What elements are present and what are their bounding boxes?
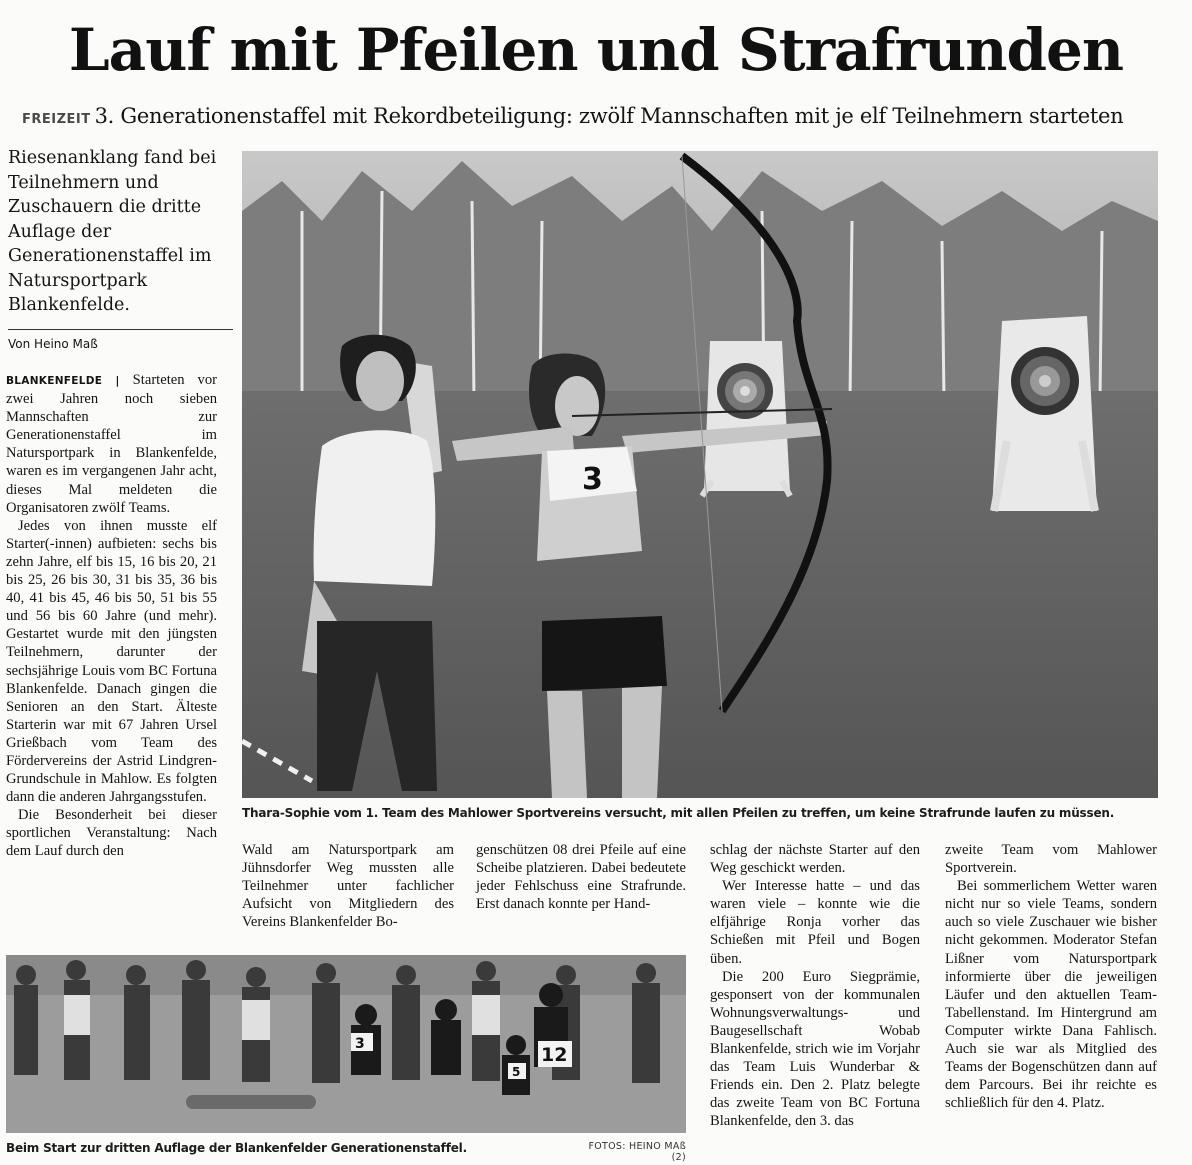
body-paragraph: zweite Team vom Mahlower Sportverein.: [945, 842, 1157, 877]
dateline: BLANKENFELDE |: [6, 375, 120, 387]
article-column-3: [476, 841, 686, 913]
race-start-photo: [6, 955, 686, 1133]
headline: Lauf mit Pfeilen und Strafrunden: [68, 16, 1124, 84]
runner-bib-1: 3: [355, 1036, 365, 1052]
runner-bib-3: 5: [512, 1065, 521, 1079]
article-column-1: [6, 371, 217, 861]
main-photo-caption: Thara-Sophie vom 1. Team des Mahlower Sportvereins versucht, mit allen Pfeilen zu treffen, um keine Strafrunde laufen zu müssen.: [242, 806, 1115, 820]
subheadline-text: 3. Generationenstaffel mit Rekordbeteiligung: zwölf Mannschaften mit je elf Teilnehmern starteten: [94, 104, 1124, 128]
archery-target-near: [702, 341, 790, 496]
byline: Von Heino Maß: [8, 337, 98, 351]
archery-target-far: [992, 316, 1097, 511]
section-kicker: FREIZEIT: [22, 112, 91, 127]
archery-photo: [242, 151, 1158, 798]
body-paragraph: Die Besonderheit bei dieser sportlichen Veranstaltung: Nach dem Lauf durch den: [6, 807, 217, 860]
body-paragraph: Wer Interesse hatte – und das waren viele – konnte wie die elfjährige Ronja vorher das Schießen mit Pfeil und Bogen üben.: [710, 878, 920, 967]
byline-divider: [8, 329, 233, 330]
body-text: Starteten vor zwei Jahren noch sieben Mannschaften zur Generationenstaffel im Natursportpark in Blankenfelde, waren es im vergangenen Jahr acht, dieses Mal meldeten die Organisatoren zwölf Teams.: [6, 372, 217, 516]
body-paragraph: genschützen 08 drei Pfeile auf eine Scheibe platzieren. Dabei bedeutete jeder Fehlschuss eine Strafrunde. Erst danach konnte per Hand-: [476, 842, 686, 913]
runner-bib-2: 12: [541, 1044, 568, 1066]
body-paragraph: Bei sommerlichem Wetter waren nicht nur so viele Teams, sondern auch so viele Zuschauer wie bisher nicht gekommen. Moderator Stefan Lißner vom Natursportpark informierte über die jeweiligen Läufer und den aktuellen Team-Tabellenstand. Im Hintergrund am Computer wirkte Dana Fahlisch. Auch sie war als Mitglied des Teams der Bogenschützen dann auf dem Parcours. Bei ihr reichte es schließlich für den 4. Platz.: [945, 878, 1157, 1112]
body-paragraph: Die 200 Euro Siegprämie, gesponsert von der kommunalen Wohnungsverwaltungs- und Baugesellschaft Wobab Blankenfelde, strich wie im Vorjahr das Team Luis Wunderbar & Friends ein. Den 2. Platz belegte das zweite Team von BC Fortuna Blankenfelde, den 3. das: [710, 968, 920, 1130]
body-paragraph: schlag der nächste Starter auf den Weg geschickt werden.: [710, 842, 920, 877]
bib-number: 3: [582, 462, 603, 497]
body-paragraph: [6, 371, 217, 517]
start-photo-caption: Beim Start zur dritten Auflage der Blankenfelder Generationenstaffel.: [6, 1141, 467, 1155]
article-column-5: [945, 841, 1157, 1112]
photo-credit: FOTOS: HEINO MAß (2): [588, 1141, 686, 1163]
subheadline: [22, 103, 1182, 133]
body-paragraph: Wald am Natursportpark am Jühnsdorfer Weg mussten alle Teilnehmer unter fachlicher Aufsicht von Mitgliedern des Vereins Blankenfelder Bo-: [242, 842, 454, 931]
lead-paragraph: Riesenanklang fand bei Teilnehmern und Zuschauern die dritte Auflage der Generationenstaffel im Natursportpark Blankenfelde.: [8, 148, 217, 315]
article-column-4: [710, 841, 920, 1131]
body-paragraph: Jedes von ihnen musste elf Starter(-innen) aufbieten: sechs bis zehn Jahre, elf bis 15, 16 bis 20, 21 bis 25, 26 bis 30, 31 bis 35, 36 bis 40, 41 bis 45, 46 bis 50, 51 bis 55 und 56 bis 60 Jahre (und mehr). Gestartet wurde mit den jüngsten Teilnehmern, darunter der sechsjährige Louis vom BC Fortuna Blankenfelde. Danach gingen die Senioren an den Start. Älteste Starterin war mit 67 Jahren Ursel Grießbach vom Team des Fördervereins der Astrid Lindgren-Grundschule in Mahlow. Es folgten dann die anderen Jahrgangsstufen.: [6, 517, 217, 806]
article-column-2: [242, 841, 454, 931]
